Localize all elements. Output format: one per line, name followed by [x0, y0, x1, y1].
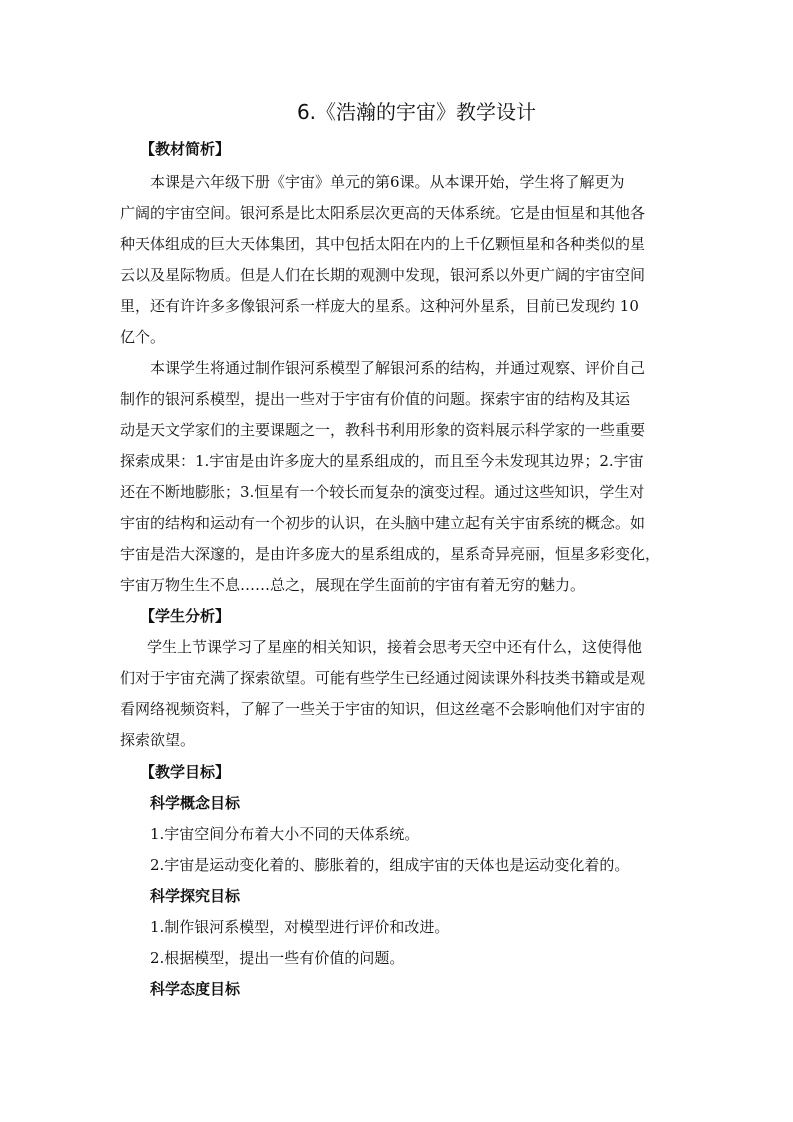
list-item: 1.制作银河系模型，对模型进行评价和改进。	[150, 918, 450, 936]
paragraph-line: 本课是六年级下册《宇宙》单元的第6课。从本课开始，学生将了解更为	[150, 173, 625, 191]
paragraph-line: 云以及星际物质。但是人们在长期的观测中发现，银河系以外更广阔的宇宙空间	[120, 266, 646, 284]
list-item: 1.宇宙空间分布着大小不同的天体系统。	[150, 825, 420, 843]
paragraph-line: 们对于宇宙充满了探索欲望。可能有些学生已经通过阅读课外科技类书籍或是观	[120, 669, 646, 687]
paragraph-line: 宇宙万物生生不息……总之，展现在学生面前的宇宙有着无穷的魅力。	[120, 576, 586, 594]
paragraph-line: 动是天文学家们的主要课题之一，教科书利用形象的资料展示科学家的一些重要	[120, 421, 646, 439]
paragraph-line: 亿个。	[120, 328, 166, 346]
paragraph-line: 宇宙是浩大深邃的，是由许多庞大的星系组成的，星系奇异亮丽，恒星多彩变化，	[120, 545, 661, 563]
list-item: 2.根据模型，提出一些有价值的问题。	[150, 949, 405, 967]
document-title: 6.《浩瀚的宇宙》教学设计	[296, 100, 537, 124]
paragraph-line: 种天体组成的巨大天体集团，其中包括太阳在内的上千亿颗恒星和各种类似的星	[120, 235, 646, 253]
paragraph-line: 还在不断地膨胀；3.恒星有一个较长而复杂的演变过程。通过这些知识，学生对	[120, 483, 645, 501]
paragraph-line: 制作的银河系模型，提出一些对于宇宙有价值的问题。探索宇宙的结构及其运	[120, 390, 631, 408]
paragraph-line: 本课学生将通过制作银河系模型了解银河系的结构，并通过观察、评价自己	[150, 359, 646, 377]
textbook-analysis-heading: 【教材简析】	[140, 140, 231, 158]
paragraph-line: 探索成果：1.宇宙是由许多庞大的星系组成的，而且至今未发现其边界；2.宇宙	[120, 452, 644, 470]
paragraph-line: 广阔的宇宙空间。银河系是比太阳系层次更高的天体系统。它是由恒星和其他各	[120, 204, 646, 222]
list-item: 2.宇宙是运动变化着的、膨胀着的，组成宇宙的天体也是运动变化着的。	[150, 856, 630, 874]
paragraph-line: 宇宙的结构和运动有一个初步的认识，在头脑中建立起有关宇宙系统的概念。如	[120, 514, 646, 532]
paragraph-line: 里，还有许许多多像银河系一样庞大的星系。这种河外星系，目前已发现约 10	[120, 297, 639, 315]
student-analysis-heading: 【学生分析】	[140, 607, 231, 625]
teaching-goals-heading: 【教学目标】	[140, 763, 231, 781]
attitude-goals-heading: 科学态度目标	[150, 980, 241, 998]
inquiry-goals-heading: 科学探究目标	[150, 887, 241, 905]
paragraph-line: 看网络视频资料，了解了一些关于宇宙的知识，但这丝毫不会影响他们对宇宙的	[120, 700, 646, 718]
paragraph-line: 学生上节课学习了星座的相关知识，接着会思考天空中还有什么，这使得他	[147, 638, 643, 656]
paragraph-line: 探索欲望。	[120, 731, 196, 749]
concept-goals-heading: 科学概念目标	[150, 794, 241, 812]
